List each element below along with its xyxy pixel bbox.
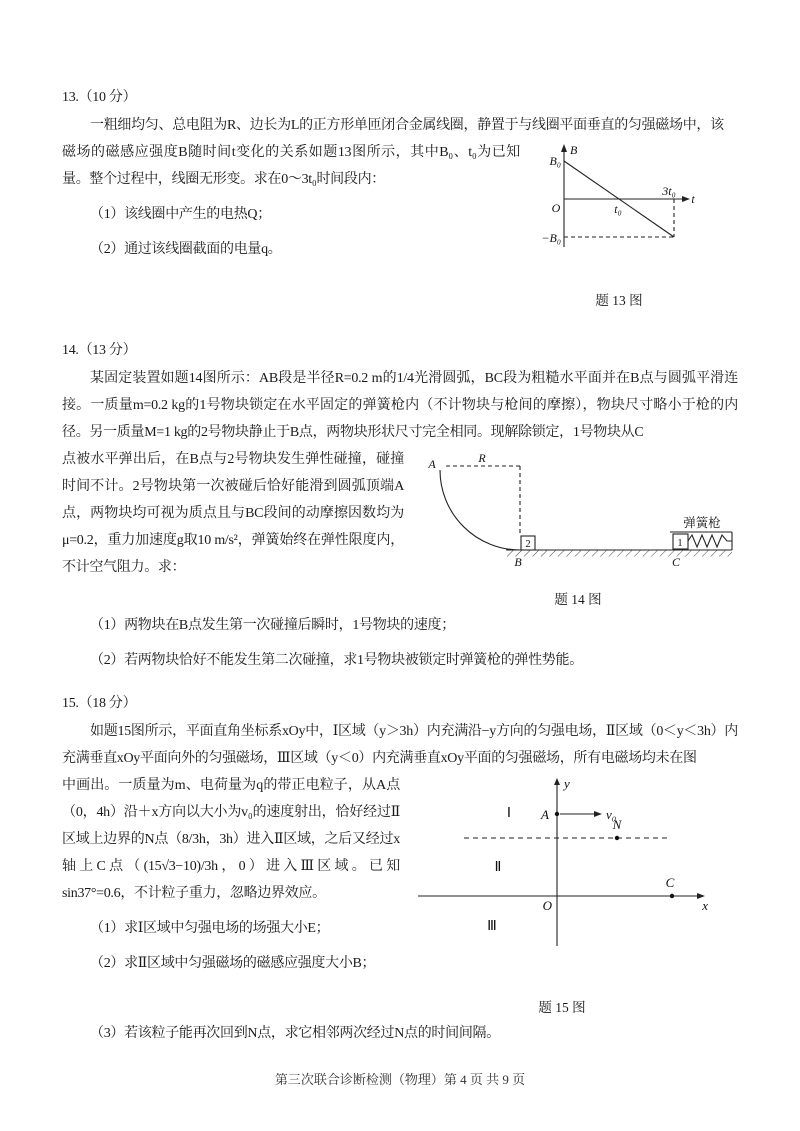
- fig14-label-B: B: [514, 555, 522, 569]
- fig15-label-region-2: Ⅱ: [494, 860, 502, 875]
- fig15-label-v0: v₀: [606, 807, 617, 822]
- fig15-y-arrow-icon: [554, 778, 560, 785]
- page-footer: 第三次联合诊断检测（物理）第 4 页 共 9 页: [274, 1072, 526, 1087]
- fig15-label-C: C: [665, 875, 675, 890]
- fig14-ground-hatch: [506, 551, 732, 557]
- fig14-label-A: A: [428, 457, 436, 471]
- fig15-v0-arrowhead-icon: [594, 811, 602, 817]
- fig15-label-O: O: [542, 898, 552, 913]
- problem-14-number: 14.（13 分）: [62, 343, 137, 358]
- problem-13-text-rest: 磁场的磁感应强度B随时间t变化的关系如题13图所示，其中B₀、t₀为已知量。整个过程中，线圈无形变。求在0～3t₀时间段内：: [62, 145, 520, 187]
- fig13-label-B: B: [570, 143, 578, 157]
- fig13-label-t: t: [691, 192, 695, 206]
- fig15-point-N-dot: [615, 836, 619, 840]
- fig14-label-block1: 1: [677, 538, 683, 549]
- figure-14: [418, 450, 738, 610]
- problem-13: [62, 84, 738, 315]
- problem-14-item-2: （2）若两物块恰好不能发生第二次碰撞，求1号物块被锁定时弹簧枪的弹性势能。: [90, 653, 583, 668]
- figure-15-caption: 题 15 图: [538, 1000, 586, 1015]
- fig14-apparatus-icon: [418, 450, 738, 578]
- fig15-coordinate-icon: [412, 774, 712, 986]
- problem-13-text-line1: 一粗细均匀、总电阻为R、边长为L的正方形单匝闭合金属线圈，静置于与线圈平面垂直的匀强磁场中，该: [90, 118, 724, 133]
- fig15-label-region-1: Ⅰ: [506, 806, 512, 821]
- problem-13-wrap: [62, 139, 738, 308]
- problem-14-item-1: （1）两物块在B点发生第一次碰撞后瞬时，1号物块的速度；: [90, 618, 455, 633]
- figure-13: [534, 139, 704, 311]
- problem-13-item-1: （1）该线圈中产生的电热Q；: [90, 207, 271, 222]
- fig14-label-block2: 2: [525, 539, 531, 550]
- fig14-label-R: R: [478, 451, 486, 465]
- fig14-label-C: C: [671, 555, 681, 569]
- problem-15-text-part2: 中画出。一质量为m、电荷量为q的带正电粒子，从A点（0，4h）沿＋x方向以大小为v₀的速度射出，恰好经过Ⅱ区域上边界的N点（8/3h，3h）进入Ⅱ区域，之后又经过x轴上C点（(15√3−10)/3h，0）进入Ⅲ区域。已知sin37°=0.6，不计粒子重力，忽略边界效应。: [62, 778, 400, 901]
- fig13-label-negB0: −B₀: [541, 231, 561, 245]
- problem-15-item-2: （2）求Ⅱ区域中匀强磁场的磁感应强度大小B；: [90, 956, 376, 971]
- fig15-point-A-dot: [555, 812, 559, 816]
- problem-15-text-part1: 如题15图所示，平面直角坐标系xOy中，Ⅰ区域（y＞3h）内充满沿−y方向的匀强电场，Ⅱ区域（0＜y＜3h）内充满垂直xOy平面向外的匀强磁场，Ⅲ区域（y＜0）内充满垂直xOy平面的匀强磁场，所有电磁场均未在图: [62, 724, 738, 766]
- fig15-label-A: A: [541, 807, 549, 822]
- fig13-label-B0: B₀: [549, 154, 561, 168]
- fig13-label-O: O: [551, 201, 561, 215]
- figure-13-caption: 题 13 图: [595, 293, 643, 308]
- fig13-bt-graph-icon: [534, 139, 704, 279]
- fig14-label-spring-gun: 弹簧枪: [683, 516, 721, 530]
- fig13-arrow-up-icon: [561, 144, 567, 152]
- fig15-label-region-3: Ⅲ: [487, 919, 497, 934]
- problem-15-wrap: [62, 772, 738, 1015]
- problem-15-item-3: （3）若该粒子能再次回到N点，求它相邻两次经过N点的时间间隔。: [90, 1026, 500, 1041]
- problem-14-text-part1: 某固定装置如题14图所示：AB段是半径R=0.2 m的1/4光滑圆弧，BC段为粗糙水平面并在B点与圆弧平滑连接。一质量m=0.2 kg的1号物块锁定在水平固定的弹簧枪内（不计物块与枪间的摩擦），物块尺寸略小于枪的内径。另一质量M=1 kg的2号物块静止于B点，两物块形状尺寸完全相同。现解除锁定，1号物块从C: [62, 371, 738, 440]
- fig15-label-x: x: [702, 898, 708, 913]
- fig14-quarter-arc: [440, 470, 520, 550]
- figure-15: [412, 774, 712, 1018]
- fig13-label-3t0: 3t₀: [662, 184, 676, 198]
- problem-14: [62, 337, 738, 674]
- fig13-arrow-right-icon: [682, 196, 690, 202]
- problem-15-item-1: （1）求Ⅰ区域中匀强电场的场强大小E；: [90, 921, 330, 936]
- problem-14-text-part2: 点被水平弹出后，在B点与2号物块发生弹性碰撞，碰撞时间不计。2号物块第一次被碰后恰好能滑到圆弧顶端A点，两物块均可视为质点且与BC段间的动摩擦因数均为μ=0.2，重力加速度g取10 m/s²，弹簧始终在弹性限度内，不计空气阻力。求：: [62, 452, 404, 575]
- problem-15: [62, 690, 738, 1047]
- fig15-point-C-dot: [670, 894, 674, 898]
- fig15-label-N: N: [612, 817, 622, 832]
- fig13-label-t0: t₀: [614, 202, 622, 216]
- problem-13-item-2: （2）通过该线圈截面的电量q。: [90, 242, 282, 257]
- figure-14-caption: 题 14 图: [554, 592, 602, 607]
- problem-13-number: 13.（10 分）: [62, 90, 137, 105]
- fig15-label-y: y: [564, 776, 570, 791]
- problem-15-number: 15.（18 分）: [62, 696, 137, 711]
- fig14-spring-icon: [688, 535, 732, 547]
- problem-14-wrap: [62, 446, 738, 607]
